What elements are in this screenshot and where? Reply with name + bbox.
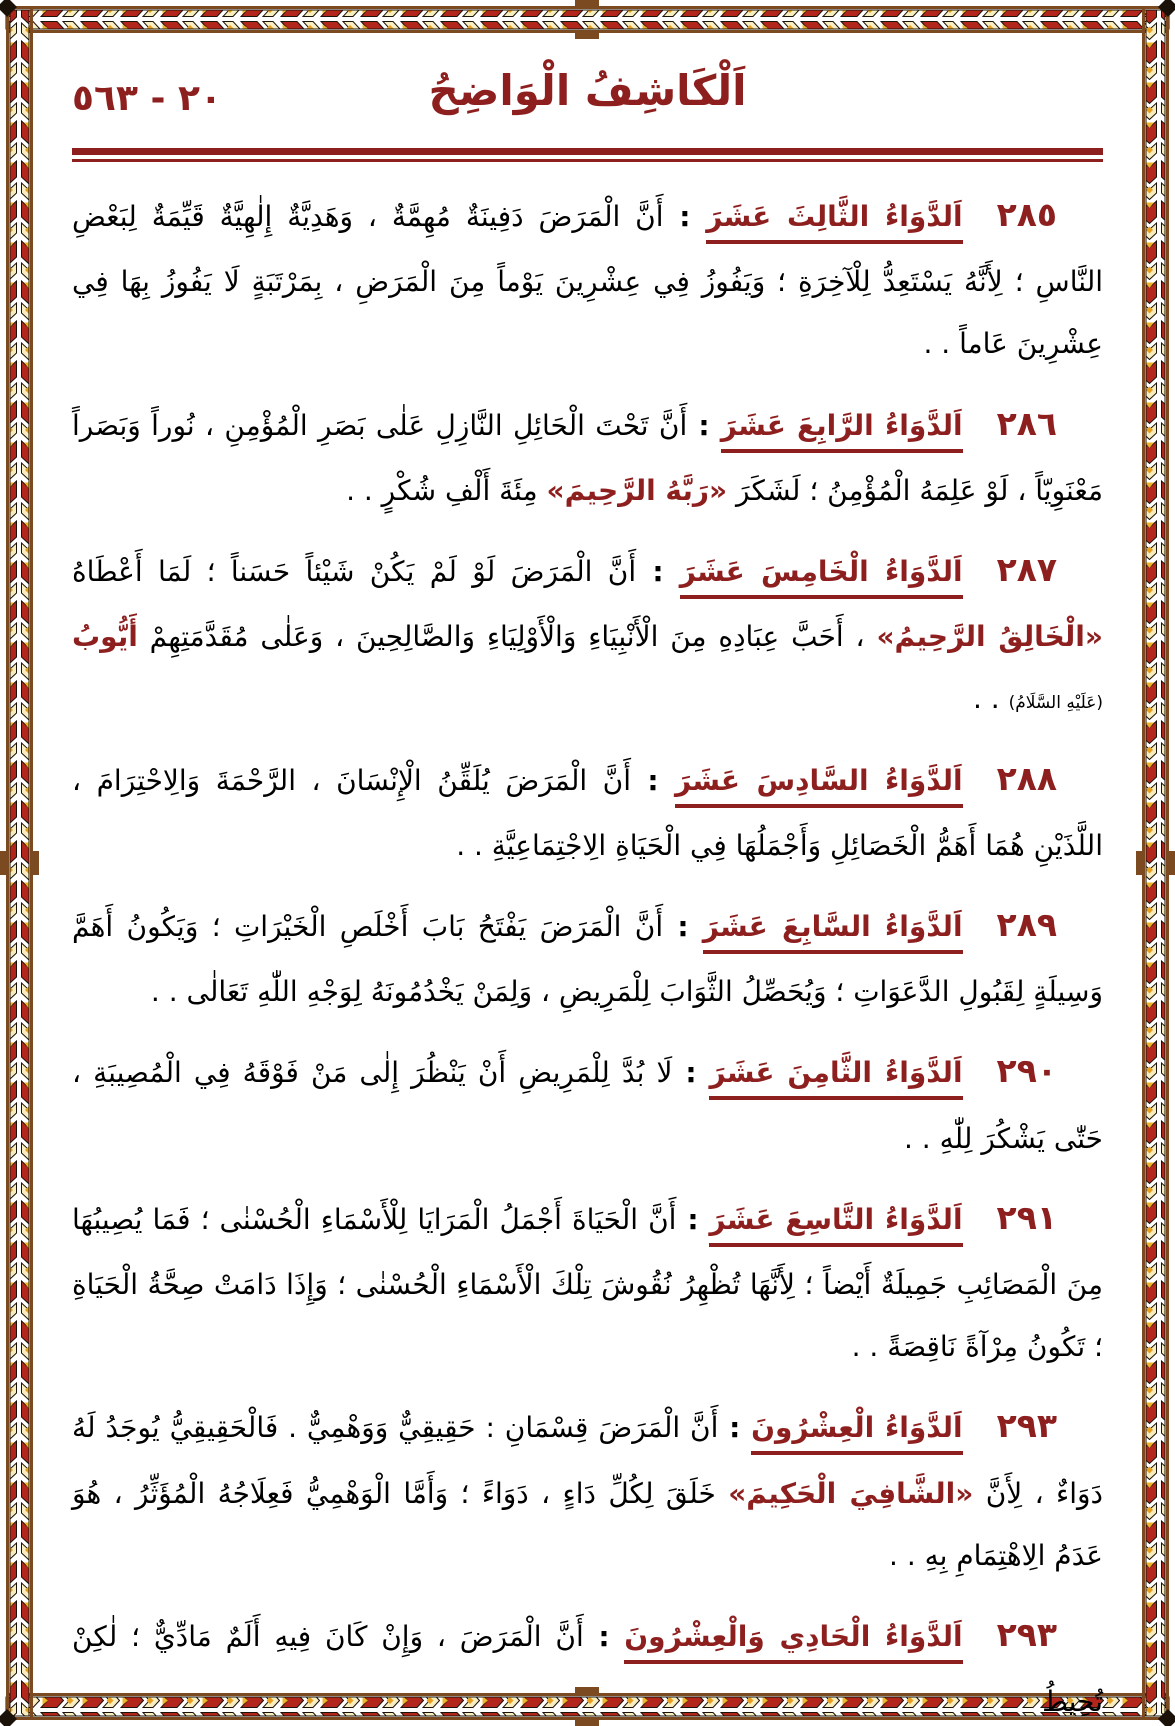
item-heading: اَلدَّوَاءُ الْعِشْرُونَ [751,1411,962,1455]
item-colon: : [663,200,707,233]
remedy-item-285 [72,178,1103,376]
remedy-item-291 [72,1181,1103,1379]
item-heading: اَلدَّوَاءُ التَّاسِعَ عَشَرَ [709,1203,962,1247]
item-heading: اَلدَّوَاءُ السَّابِعَ عَشَرَ [703,910,963,954]
border-pattern-top [6,6,1169,33]
remedy-item-289 [72,888,1103,1023]
item-number: ٢٩١ [996,1197,1057,1237]
item-number: ٢٨٨ [996,758,1057,798]
item-colon: : [636,554,680,588]
honorific-mark: (عَلَيْهِ السَّلَامُ) [1008,693,1103,714]
item-body-text: أَنَّ تَحْتَ الْحَائِلِ النَّازِلِ عَلٰى بَصَرِ الْمُؤْمِنِ ، نُوراً وَبَصَراً مَعْنَوِيّاً ، لَوْ عَلِمَهُ الْمُؤْمِنُ ؛ لَشَكَرَ [72,408,1103,507]
remedy-item-288 [72,742,1103,877]
remedy-item-286 [72,387,1103,522]
item-body-text: أَنَّ الْمَرَضَ دَفِينَةٌ مُهِمَّةٌ ، وَهَدِيَّةٌ إِلٰهِيَّةٌ قَيِّمَةٌ لِبَعْضِ النَّاسِ ؛ لِأَنَّهُ يَسْتَعِدُّ لِلْآخِرَةِ ؛ وَيَفُوزُ فِي عِشْرِينَ يَوْماً مِنَ الْمَرَضِ ، بِمَرْتَبَةٍ لَا يَفُوزُ بِهَا فِي عِشْرِينَ عَاماً . . [72,200,1103,361]
item-colon: : [672,1056,710,1090]
remedy-item-293-twentyfirst [72,1598,1103,1726]
item-colon: : [718,1411,752,1445]
divine-name-phrase: «رَبَّهُ الرَّحِيمَ» [546,473,728,507]
item-heading: اَلدَّوَاءُ الثَّالِثَ عَشَرَ [706,200,962,244]
page-content-area [72,58,1103,1726]
page-number-label: ٢٠ - ٥٦٣ [72,78,222,119]
item-heading: اَلدَّوَاءُ الرَّابِعَ عَشَرَ [721,409,963,453]
item-heading: اَلدَّوَاءُ الْخَامِسَ عَشَرَ [680,555,963,599]
remedy-item-293-twentieth [72,1389,1103,1587]
remedy-item-290 [72,1034,1103,1169]
item-body-text: لَا بُدَّ لِلْمَرِيضِ أَنْ يَنْظُرَ إِلٰى مَنْ فَوْقَهُ فِي الْمُصِيبَةِ ، حَتّٰى يَشْكُرَ لِلّٰهِ . . [72,1056,1103,1155]
item-body-text: أَنَّ الْمَرَضَ قِسْمَانِ : حَقِيقِيٌّ وَوَهْمِيٌّ . فَالْحَقِيقِيُّ يُوجَدُ لَهُ دَوَاءٌ ، لِأَنَّ [72,1411,1103,1510]
item-body-text: ، أَحَبَّ عِبَادِهِ مِنَ الْأَنْبِيَاءِ وَالْأَوْلِيَاءِ وَالصَّالِحِينَ ، وَعَلٰى مُقَدَّمَتِهِمْ [137,620,877,654]
item-body-text: مِئَةَ أَلْفِ شُكْرٍ . . [346,473,547,507]
item-number: ٢٩٠ [996,1051,1057,1091]
border-pattern-right [1142,6,1169,1720]
item-number: ٢٩٣ [996,1406,1057,1446]
item-colon: : [663,909,703,943]
item-number: ٢٨٦ [996,403,1057,443]
item-body-text: أَنَّ الْمَرَضَ ، وَإِنْ كَانَ فِيهِ أَلَمٌ مَادِّيٌّ ؛ لٰكِنْ تُحِيطُ [72,1619,1103,1719]
item-body-text: . . [972,682,1009,716]
item-number: ٢٨٥ [996,195,1058,234]
page-title: اَلْكَاشِفُ الْوَاضِحُ [428,66,747,115]
item-heading: اَلدَّوَاءُ الْحَادِي وَالْعِشْرُونَ [624,1620,962,1664]
item-body-text: أَنَّ الْمَرَضَ يُلَقِّنُ الْإِنْسَانَ ، الرَّحْمَةَ وَالِاحْتِرَامَ ، اللَّذَيْنِ هُمَا أَهَمُّ الْخَصَائِلِ وَأَجْمَلُهَا فِي الْحَيَاةِ الِاجْتِمَاعِيَّةِ . . [72,763,1103,862]
item-body-text: خَلَقَ لِكُلِّ دَاءٍ ، دَوَاءً ؛ وَأَمَّا الْوَهْمِيُّ فَعِلَاجُهُ الْمُؤَثِّرُ ، هُوَ عَدَمُ الِاهْتِمَامِ بِهِ . . [72,1476,1103,1572]
item-number: ٢٨٩ [996,904,1057,944]
item-number: ٢٩٣ [996,1614,1058,1654]
item-body-text: أَنَّ الْمَرَضَ لَوْ لَمْ يَكُنْ شَيْئاً حَسَناً ؛ لَمَا أَعْطَاهُ [72,554,637,588]
header-divider-rule [72,148,1103,162]
divine-name-phrase: «الْخَالِقُ الرَّحِيمُ» [876,620,1103,654]
border-pattern-left [6,6,33,1720]
item-body-text: أَنَّ الْحَيَاةَ أَجْمَلُ الْمَرَايَا لِلْأَسْمَاءِ الْحُسْنٰى ؛ فَمَا يُصِيبُهَا مِنَ الْمَصَائِبِ جَمِيلَةٌ أَيْضاً ؛ لِأَنَّهَا تُظْهِرُ نُقُوشَ تِلْكَ الْأَسْمَاءِ الْحُسْنٰى ؛ وَإِذَا دَامَتْ صِحَّةُ الْحَيَاةِ ؛ تَكُونُ مِرْآةً نَاقِصَةً . . [72,1202,1103,1364]
item-colon: : [687,408,721,442]
item-colon: : [676,1202,710,1236]
remedy-item-287 [72,533,1103,731]
item-colon: : [631,763,676,797]
item-colon: : [583,1619,625,1653]
item-body-text: أَنَّ الْمَرَضَ يَفْتَحُ بَابَ أَخْلَصِ الْخَيْرَاتِ ؛ وَيَكُونُ أَهَمَّ وَسِيلَةٍ لِقَبُولِ الدَّعَوَاتِ ؛ وَيُحَصِّلُ الثَّوَابَ لِلْمَرِيضِ ، وَلِمَنْ يَخْدُمُونَهُ لِوَجْهِ اللّٰهِ تَعَالٰى . . [72,909,1103,1009]
item-heading: اَلدَّوَاءُ الثَّامِنَ عَشَرَ [709,1056,962,1100]
item-heading: اَلدَّوَاءُ السَّادِسَ عَشَرَ [675,764,963,808]
divine-name-phrase: «الشَّافِيَ الْحَكِيمَ» [728,1476,974,1510]
item-number: ٢٨٧ [996,549,1057,589]
prophet-name: أَيُّوبُ [72,620,138,654]
remedies-list [72,178,1103,1726]
page-header [72,58,1103,142]
